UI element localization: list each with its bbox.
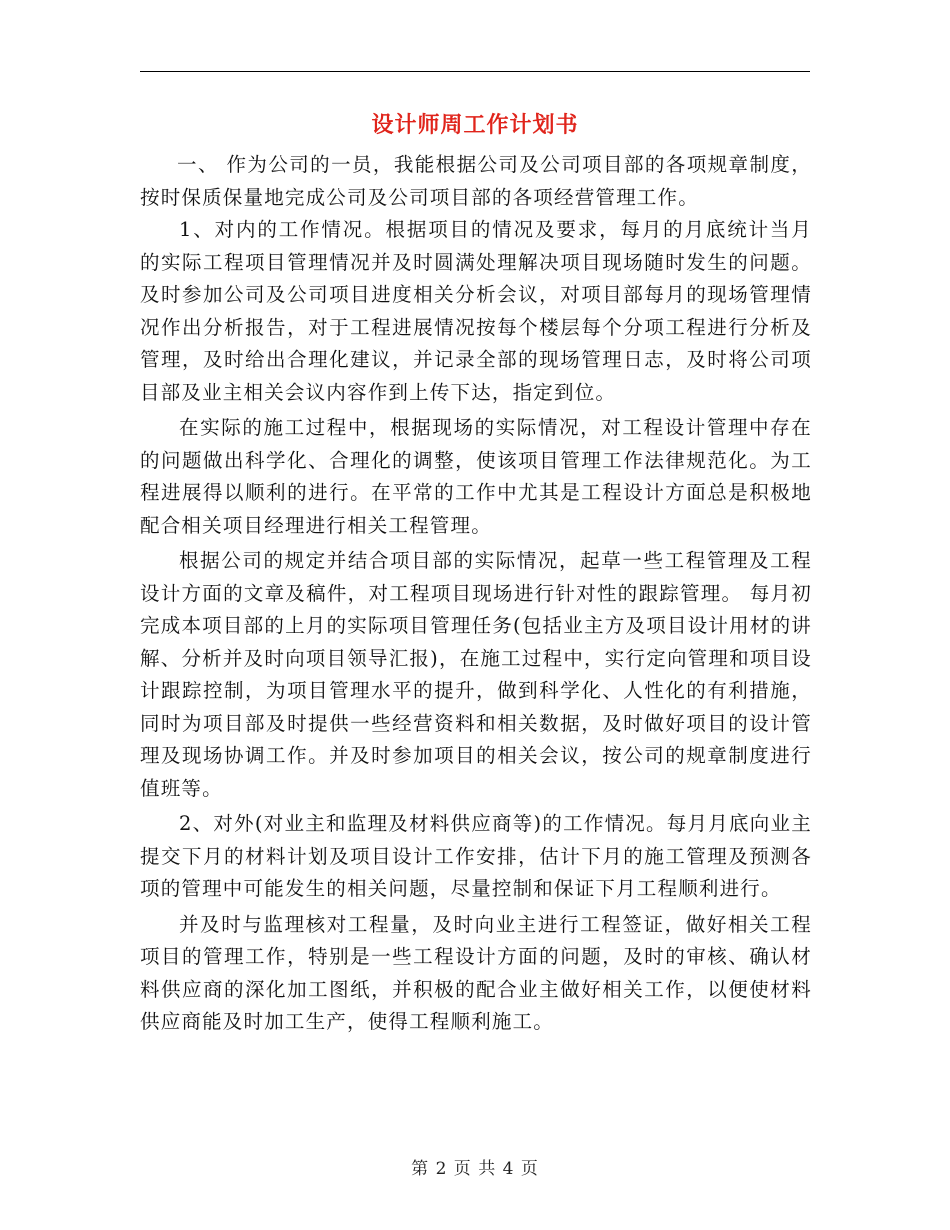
document-title: 设计师周工作计划书 xyxy=(371,112,579,138)
paragraph-1: 一、 作为公司的一员，我能根据公司及公司项目部的各项规章制度，按时保质保量地完成公司及公司项目部的各项经营管理工作。 xyxy=(140,153,812,209)
paragraph-4: 根据公司的规定并结合项目部的实际情况，起草一些工程管理及工程设计方面的文章及稿件，对工程项目现场进行针对性的跟踪管理。 每月初完成本项目部的上月的实际项目管理任务(包括业主方及项目设计用材的讲解、分析并及时向项目领导汇报)，在施工过程中，实行定向管理和项目设计跟踪控制，为项目管理水平的提升，做到科学化、人性化的有利措施，同时为项目部及时提供一些经营资料和相关数据，及时做好项目的设计管理及现场协调工作。并及时参加项目的相关会议，按公司的规章制度进行值班等。 xyxy=(140,549,812,800)
paragraph-6: 并及时与监理核对工程量，及时向业主进行工程签证，做好相关工程项目的管理工作，特别是一些工程设计方面的问题，及时的审核、确认材料供应商的深化加工图纸，并积极的配合业主做好相关工作，以便使材料供应商能及时加工生产，使得工程顺利施工。 xyxy=(140,912,812,1033)
document-body xyxy=(140,149,812,1039)
header-rule xyxy=(140,71,810,72)
page-number: 第 2 页 共 4 页 xyxy=(411,1159,539,1179)
paragraph-2: 1、对内的工作情况。根据项目的情况及要求，每月的月底统计当月的实际工程项目管理情况并及时圆满处理解决项目现场随时发生的问题。及时参加公司及公司项目进度相关分析会议，对项目部每月的现场管理情况作出分析报告，对于工程进展情况按每个楼层每个分项工程进行分析及管理，及时给出合理化建议，并记录全部的现场管理日志，及时将公司项目部及业主相关会议内容作到上传下达，指定到位。 xyxy=(140,218,812,404)
paragraph-3: 在实际的施工过程中，根据现场的实际情况，对工程设计管理中存在的问题做出科学化、合理化的调整，使该项目管理工作法律规范化。为工程进展得以顺利的进行。在平常的工作中尤其是工程设计方面总是积极地配合相关项目经理进行相关工程管理。 xyxy=(140,416,812,537)
paragraph-5: 2、对外(对业主和监理及材料供应商等)的工作情况。每月月底向业主提交下月的材料计划及项目设计工作安排，估计下月的施工管理及预测各项的管理中可能发生的相关问题，尽量控制和保证下月工程顺利进行。 xyxy=(140,812,812,900)
